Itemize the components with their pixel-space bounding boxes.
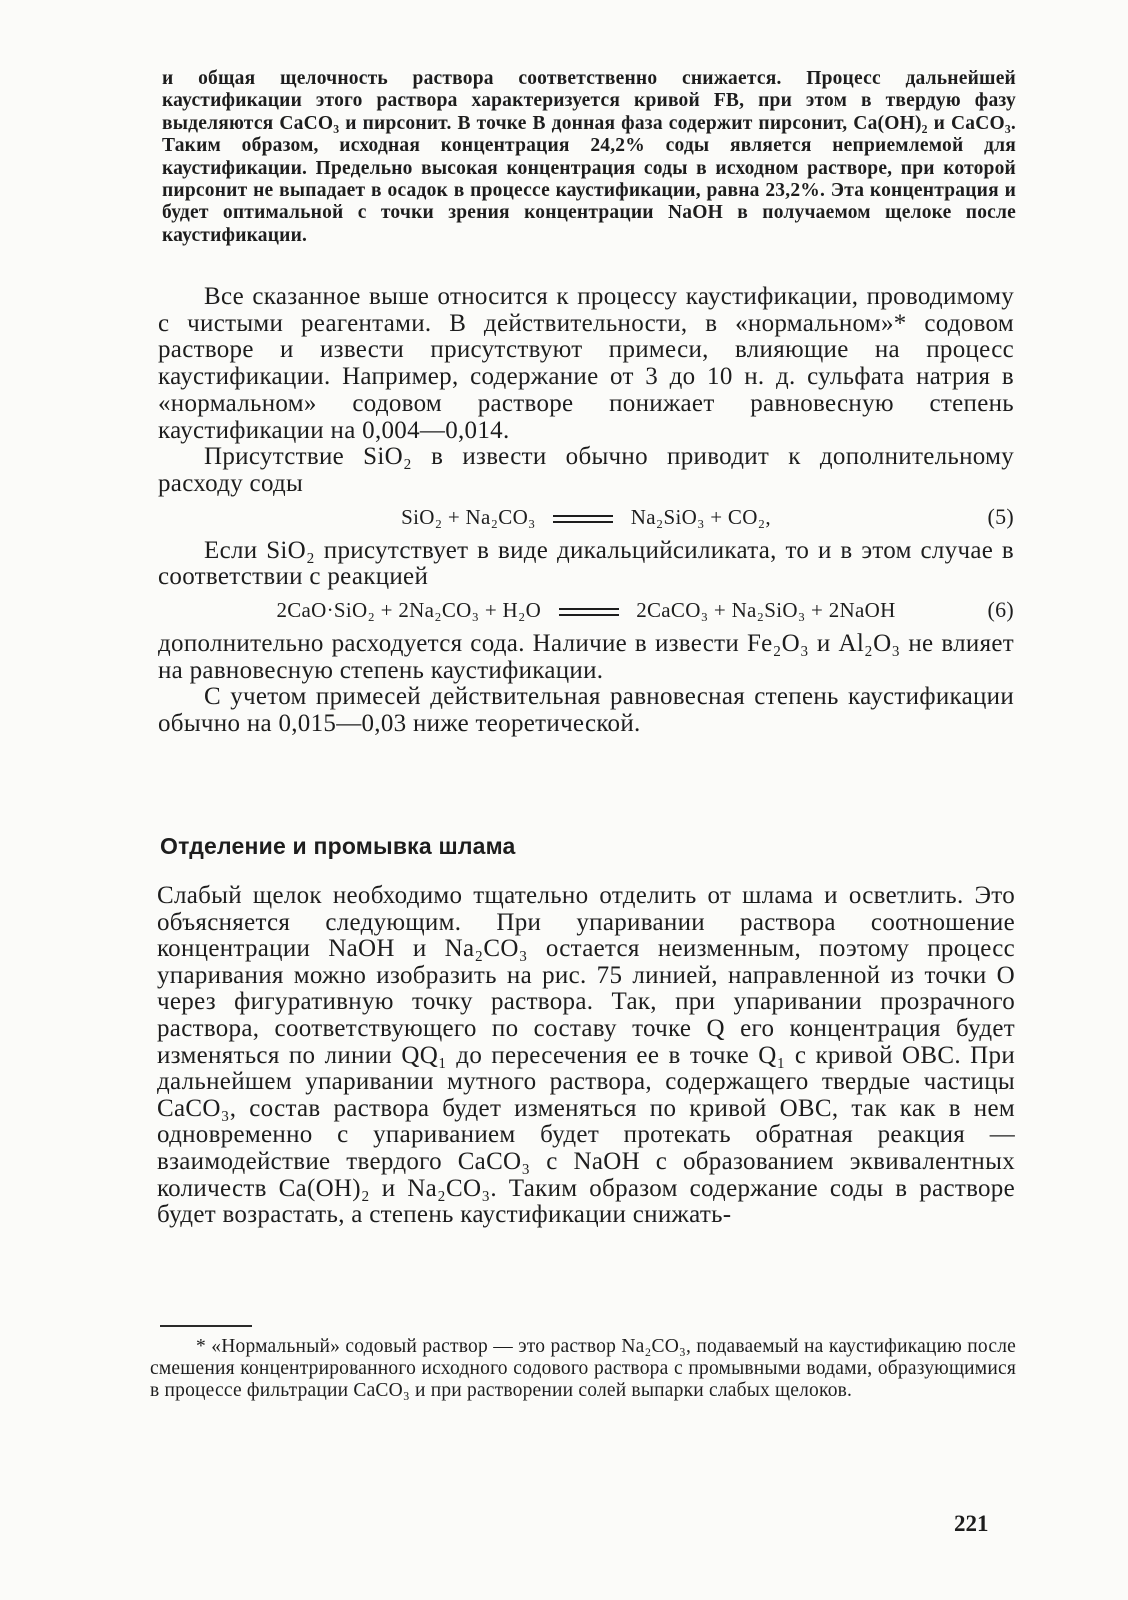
equation-5 — [158, 500, 1014, 534]
top-paragraph-text: и общая щелочность раствора соответственно снижается. Процесс дальнейшей каустификации этого раствора характеризуется кривой FB, при этом в твердую фазу выделяются CaCO₃ и пирсонит. В точке B донная фаза содержит пирсонит, Ca(OH)₂ и CaCO₃. Таким образом, исходная концентрация 24,2% соды является неприемлемой для каустификации. Предельно высокая концентрация соды в исходном растворе, при которой пирсонит не выпадает в осадок в процессе каустификации, равна 23,2%. Эта концентрация и будет оптимальной с точки зрения концентрации NaOH в получаемом щелоке после каустификации. — [162, 68, 1016, 246]
footnote — [150, 1336, 1016, 1402]
footnote-text: * «Нормальный» содовый раствор — это раствор Na₂CO₃, подаваемый на каустификацию после смешения концентрированного исходного содового раствора с промывными водами, образующимися в процессе фильтрации CaCO₃ и при растворении солей выпарки слабых щелоков. — [150, 1336, 1016, 1401]
equilibrium-arrow-icon — [553, 512, 613, 526]
section-text — [157, 883, 1015, 1229]
section-heading: Отделение и промывка шлама — [160, 833, 516, 859]
page-number: 221 — [954, 1511, 989, 1536]
section-paragraph: Слабый щелок необходимо тщательно отделить от шлама и осветлить. Это объясняется следующим. При упаривании раствора соотношение концентрации NaOH и Na₂CO₃ остается неизменным, поэтому процесс упаривания можно изобразить на рис. 75 линией, направленной из точки O через фигуративную точку раствора. Так, при упаривании прозрачного раствора, соответствующего по составу точке Q его концентрация будет изменяться по линии QQ₁ до пересечения ее в точке Q₁ с кривой OBC. При дальнейшем упаривании мутного раствора, содержащего твердые частицы CaCO₃, состав раствора будет изменяться по кривой OBC, так как в нем одновременно с упариванием будет протекать обратная реакция — взаимодействие твердого CaCO₃ с NaOH с образованием эквивалентных количеств Ca(OH)₂ и Na₂CO₃. Таким образом содержание соды в растворе будет возрастать, а степень каустификации снижать- — [157, 882, 1015, 1229]
paragraph-5: С учетом примесей действительная равновесная степень каустификации обычно на 0,015—0,03 ниже теоретической. — [158, 683, 1014, 738]
paragraph-3: Если SiO₂ присутствует в виде дикальцийсиликата, то и в этом случае в соответствии с реакцией — [158, 536, 1014, 591]
equation-6-right: 2CaCO₃ + Na₂SiO₃ + 2NaOH — [636, 598, 896, 623]
paragraph-1: Все сказанное выше относится к процессу каустификации, проводимому с чистыми реагентами. В действительности, в «нормальном»* содовом растворе и извести присутствуют примеси, влияющие на процесс каустификации. Например, содержание от 3 до 10 н. д. сульфата натрия в «нормальном» содовом растворе понижает равновесную степень каустификации на 0,004—0,014. — [158, 283, 1014, 444]
main-text — [158, 284, 1014, 738]
equation-6-left: 2CaO·SiO₂ + 2Na₂CO₃ + H₂O — [276, 598, 542, 623]
equation-6-number: (6) — [987, 597, 1014, 623]
equation-5-number: (5) — [987, 503, 1014, 529]
equation-6 — [158, 593, 1014, 627]
paragraph-2: Присутствие SiO₂ в извести обычно приводит к дополнительному расходу соды — [158, 443, 1014, 497]
paragraph-4: дополнительно расходуется сода. Наличие в извести Fe₂O₃ и Al₂O₃ не влияет на равновесную степень каустификации. — [158, 630, 1014, 684]
equation-5-right: Na₂SiO₃ + CO₂, — [630, 504, 771, 529]
top-paragraph — [162, 68, 1016, 247]
footnote-divider — [160, 1325, 252, 1327]
equation-5-left: SiO₂ + Na₂CO₃ — [401, 504, 536, 529]
equilibrium-arrow-icon — [559, 605, 619, 619]
